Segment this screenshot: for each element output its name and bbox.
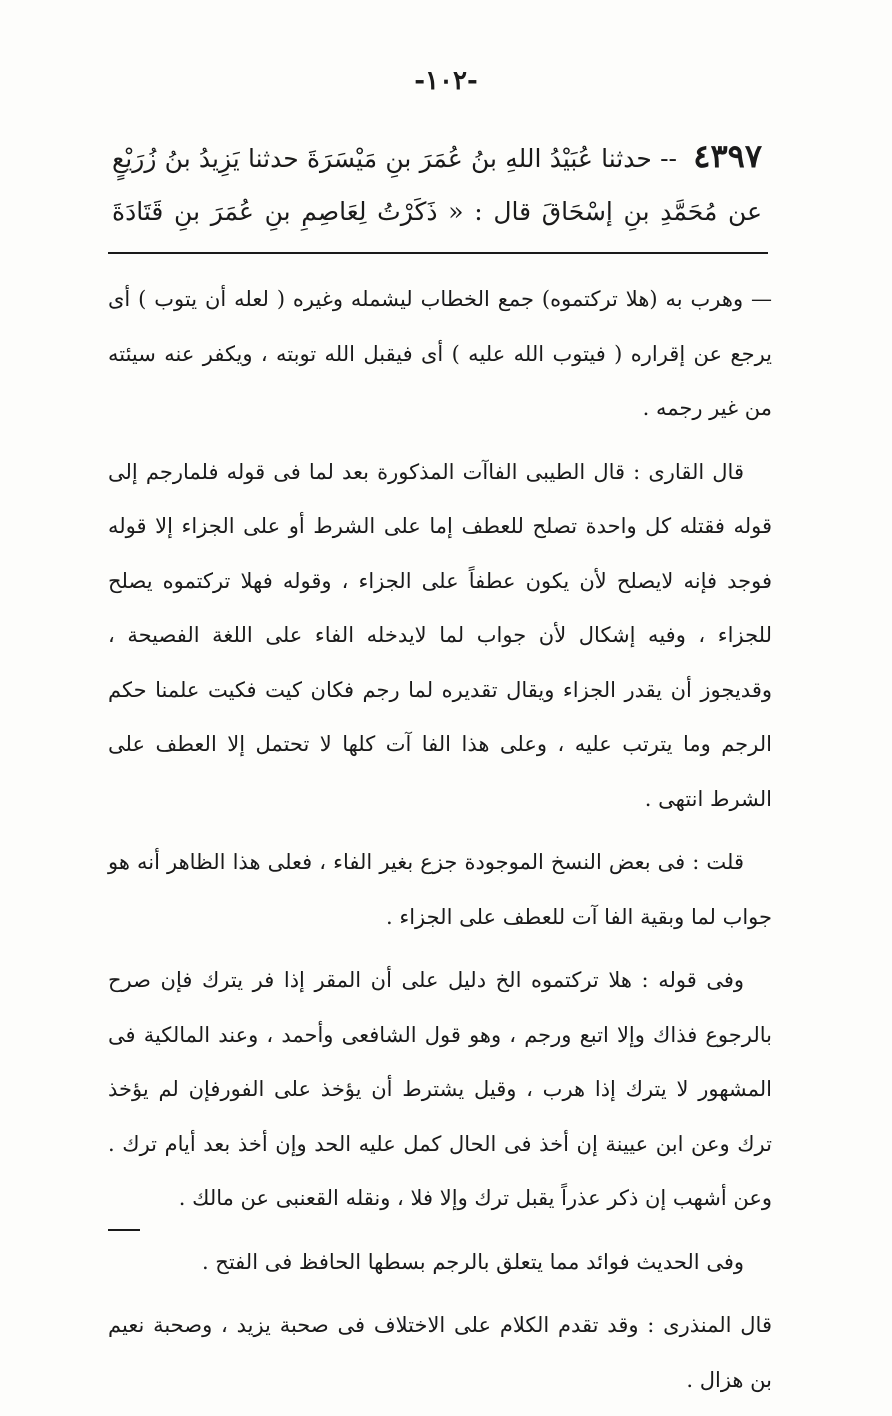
commentary-paragraph: قال المنذرى : وقد تقدم الكلام على الاختلاف فى صحبة يزيد ، وصحبة نعيم بن هزال . [108,1313,772,1392]
commentary-paragraph: وفى الحديث فوائد مما يتعلق بالرجم بسطها الحافظ فى الفتح . [201,1249,744,1274]
section-divider [108,252,768,254]
page-number: -١٠٢- [414,66,478,96]
hadith-text-block [112,130,762,238]
commentary-paragraph: قال القارى : قال الطيبى الفاآت المذكورة بعد لما فى قوله فلمارجم إلى قوله فقتله كل واحدة تصلح للعطف إما على الشرط أو على الجزاء إلا قوله فوجد فإنه لايصلح لأن يكون عطفاً على الجزاء ، وقوله فهلا تركتموه يصلح للجزاء ، وفيه إشكال لأن جواب لما لايدخله الفاء على اللغة الفصيحة ، وقديجوز أن يقدر الجزاء ويقال تقديره لما رجم فكان كيت فكيت علمنا حكم الرجم وما يترتب عليه ، وعلى هذا الفا آت كلها لا تحتمل إلا العطف على الشرط انتهى . [108,459,772,811]
commentary-block [108,272,772,1416]
commentary-paragraph: قلت : فى بعض النسخ الموجودة جزع بغير الفاء ، فعلى هذا الظاهر أنه هو جواب لما وبقية الفا آت للعطف على الجزاء . [108,850,772,929]
commentary-paragraph: — وهرب به (هلا تركتموه) جمع الخطاب ليشمله وغيره ( لعله أن يتوب ) أى يرجع عن إقراره ( فيتوب الله عليه ) أى فيقبل الله توبته ، ويكفر عنه سيئته من غير رجمه . [108,287,772,420]
continuation-dash [108,1229,140,1231]
commentary-paragraph: وفى قوله : هلا تركتموه الخ دليل على أن المقر إذا فر يترك فإن صرح بالرجوع فذاك وإلا اتبع ورجم ، وهو قول الشافعى وأحمد ، وعند المالكية فى المشهور لا يترك إذا هرب ، وقيل يشترط أن يؤخذ على الفورفإن لم يؤخذ ترك وعن ابن عيينة إن أخذ فى الحال كمل عليه الحد وإن أخذ بعد أيام ترك . وعن أشهب إن ذكر عذراً يقبل ترك وإلا فلا ، ونقله القعنبى عن مالك . [108,968,772,1210]
hadith-number: ٤٣٩٧ [693,137,762,175]
hadith-text: -- حدثنا عُبَيْدُ اللهِ بنُ عُمَرَ بنِ مَيْسَرَةَ حدثنا يَزِيدُ بنُ زُرَيْعٍ عن مُحَمَّدِ بنِ إسْحَاقَ قال : « ذَكَرْتُ لِعَاصِمِ بنِ عُمَرَ بنِ قَتَادَةَ [112,144,762,226]
